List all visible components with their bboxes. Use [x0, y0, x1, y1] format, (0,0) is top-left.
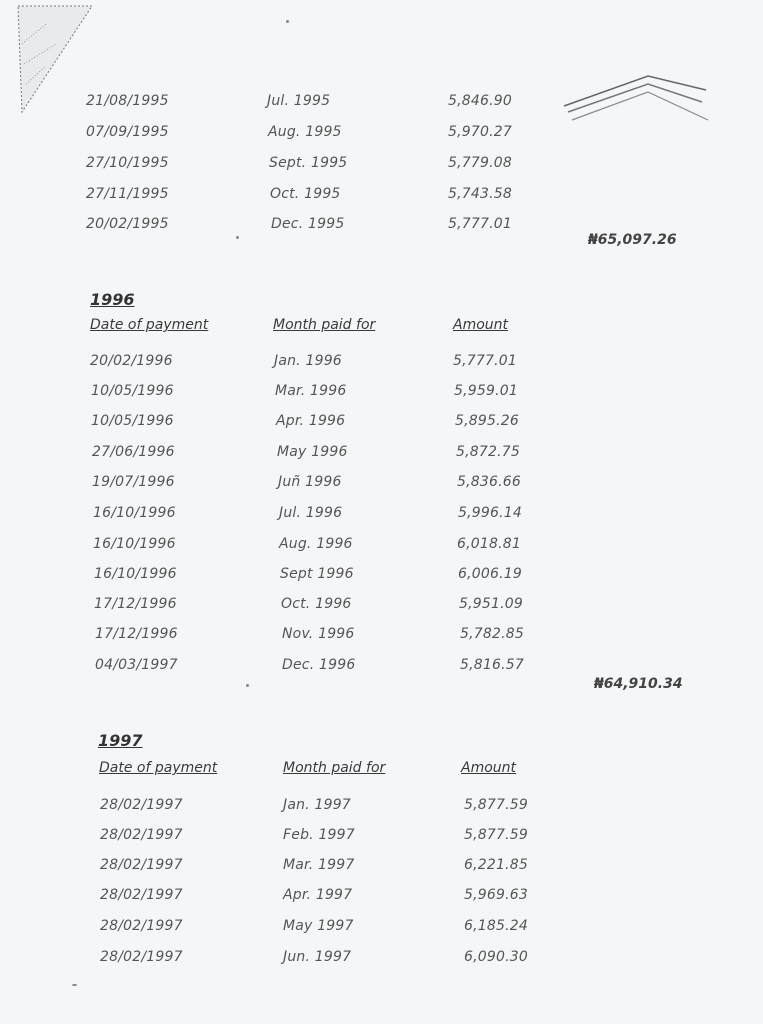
- month-paid: Sept. 1995: [269, 155, 348, 171]
- column-header-amount: Amount: [453, 317, 509, 333]
- payment-date: 28/02/1997: [100, 797, 183, 813]
- month-paid: Sept 1996: [280, 566, 354, 582]
- payment-date: 10/05/1996: [91, 413, 174, 429]
- amount: 5,836.66: [457, 474, 521, 490]
- amount: 6,090.30: [464, 949, 528, 965]
- month-paid: Feb. 1997: [283, 827, 355, 843]
- amount: 5,877.59: [464, 797, 528, 813]
- month-paid: Dec. 1995: [271, 216, 345, 232]
- payment-date: 28/02/1997: [100, 949, 183, 965]
- year-heading: 1997: [98, 731, 143, 750]
- month-paid: May 1996: [277, 444, 348, 460]
- payment-date: 28/02/1997: [100, 887, 183, 903]
- amount: 5,951.09: [459, 596, 523, 612]
- amount: 5,782.85: [460, 626, 524, 642]
- amount: 5,877.59: [464, 827, 528, 843]
- chevron-stamp-mark: [560, 70, 710, 130]
- payment-date: 27/06/1996: [92, 444, 175, 460]
- payment-date: 21/08/1995: [86, 93, 169, 109]
- speck: [286, 20, 289, 23]
- amount: 5,777.01: [453, 353, 517, 369]
- month-paid: Jan. 1996: [274, 353, 342, 369]
- month-paid: Aug. 1996: [279, 536, 353, 552]
- payment-date: 17/12/1996: [95, 626, 178, 642]
- payment-date: 28/02/1997: [100, 918, 183, 934]
- payment-date: 07/09/1995: [86, 124, 169, 140]
- payment-date: 28/02/1997: [100, 827, 183, 843]
- payment-date: 28/02/1997: [100, 857, 183, 873]
- amount: 6,221.85: [464, 857, 528, 873]
- month-paid: Dec. 1996: [282, 657, 356, 673]
- speck: [246, 684, 249, 687]
- month-paid: Apr. 1996: [276, 413, 346, 429]
- payment-date: 20/02/1996: [90, 353, 173, 369]
- amount: 6,185.24: [464, 918, 528, 934]
- payment-date: 10/05/1996: [91, 383, 174, 399]
- month-paid: Jul. 1995: [267, 93, 331, 109]
- payment-date: 20/02/1995: [86, 216, 169, 232]
- month-paid: Nov. 1996: [282, 626, 355, 642]
- amount: 5,970.27: [448, 124, 512, 140]
- month-paid: Mar. 1996: [275, 383, 347, 399]
- month-paid: Apr. 1997: [283, 887, 353, 903]
- month-paid: Jan. 1997: [283, 797, 351, 813]
- column-header-date: Date of payment: [99, 760, 218, 776]
- amount: 5,872.75: [456, 444, 520, 460]
- payment-date: 16/10/1996: [93, 505, 176, 521]
- amount: 5,846.90: [448, 93, 512, 109]
- folded-corner-mark: [16, 4, 96, 114]
- amount: 5,996.14: [458, 505, 522, 521]
- amount: 5,816.57: [460, 657, 524, 673]
- payment-date: 16/10/1996: [93, 536, 176, 552]
- speck: [72, 984, 77, 986]
- month-paid: May 1997: [283, 918, 354, 934]
- payment-date: 27/10/1995: [86, 155, 169, 171]
- column-header-date: Date of payment: [90, 317, 209, 333]
- month-paid: Jul. 1996: [279, 505, 343, 521]
- amount: 5,743.58: [448, 186, 512, 202]
- month-paid: Jun. 1997: [283, 949, 352, 965]
- payment-date: 16/10/1996: [94, 566, 177, 582]
- payment-date: 17/12/1996: [94, 596, 177, 612]
- payment-date: 04/03/1997: [95, 657, 178, 673]
- year-heading: 1996: [90, 290, 135, 309]
- total-amount: ₦64,910.34: [594, 676, 683, 692]
- month-paid: Mar. 1997: [283, 857, 355, 873]
- amount: 6,018.81: [457, 536, 521, 552]
- amount: 5,969.63: [464, 887, 528, 903]
- speck: [236, 236, 239, 239]
- month-paid: Oct. 1995: [270, 186, 341, 202]
- amount: 5,895.26: [455, 413, 519, 429]
- column-header-month: Month paid for: [283, 760, 386, 776]
- month-paid: Oct. 1996: [281, 596, 352, 612]
- amount: 5,959.01: [454, 383, 518, 399]
- amount: 6,006.19: [458, 566, 522, 582]
- amount: 5,777.01: [448, 216, 512, 232]
- payment-date: 27/11/1995: [86, 186, 169, 202]
- column-header-amount: Amount: [461, 760, 517, 776]
- payment-date: 19/07/1996: [92, 474, 175, 490]
- month-paid: Juñ 1996: [278, 474, 342, 490]
- amount: 5,779.08: [448, 155, 512, 171]
- total-amount: ₦65,097.26: [588, 232, 677, 248]
- column-header-month: Month paid for: [273, 317, 376, 333]
- month-paid: Aug. 1995: [268, 124, 342, 140]
